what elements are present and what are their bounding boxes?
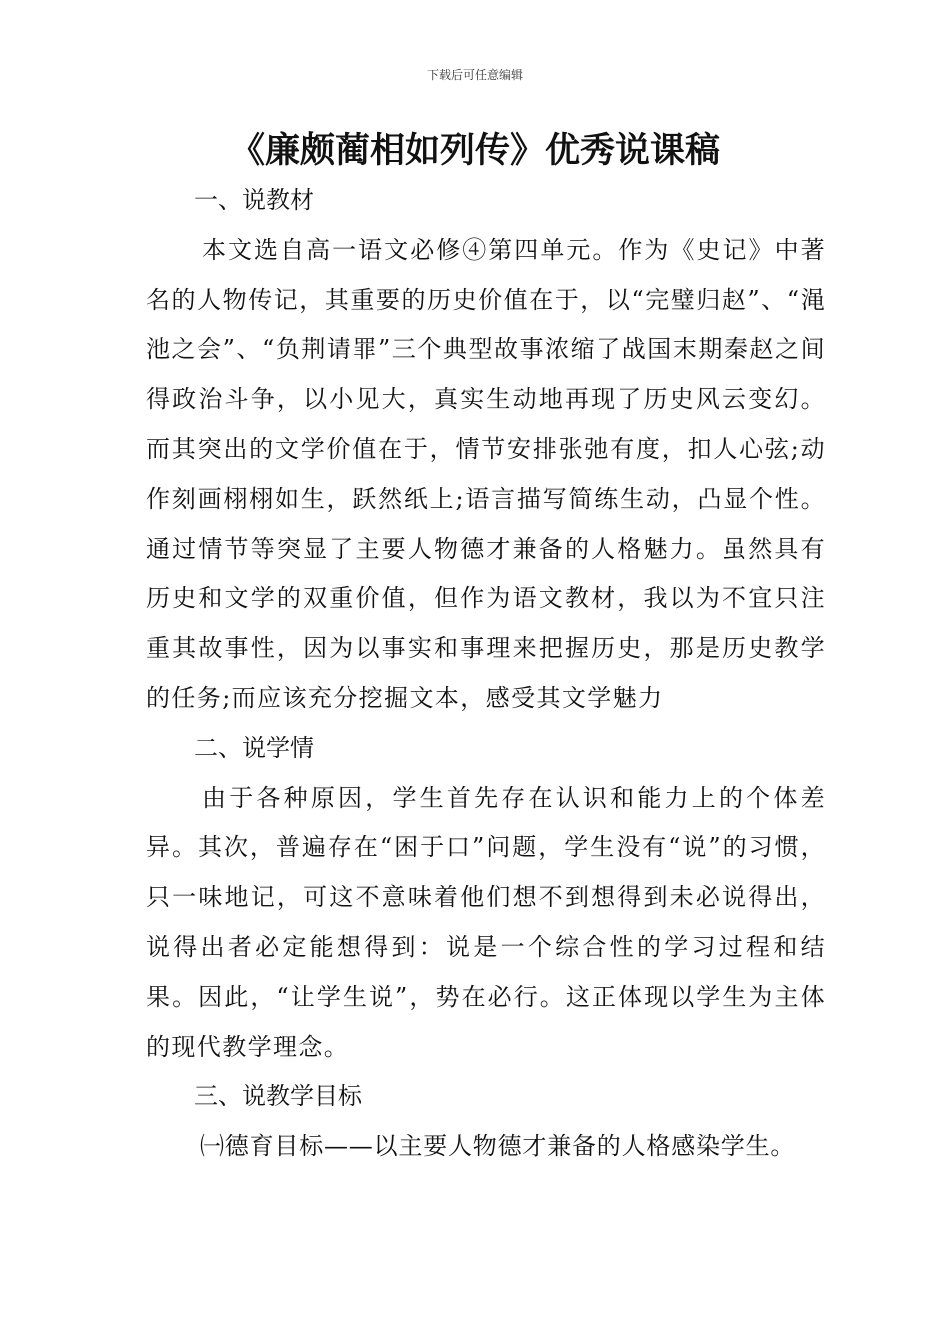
document-body [146,176,826,1172]
section-paragraph-objectives: ㈠德育目标——以主要人物德才兼备的人格感染学生。 [200,1132,796,1161]
section-heading-objectives: 三、说教学目标 [194,1082,362,1111]
section-paragraph-textbook: 本文选自高一语文必修④第四单元。作为《史记》中著名的人物传记，其重要的历史价值在于，以“完璧归赵”、“渑池之会”、“负荆请罪”三个典型故事浓缩了战国末期秦赵之间得政治斗争，以小见大，真实生动地再现了历史风云变幻。而其突出的文学价值在于，情节安排张弛有度，扣人心弦;动作刻画栩栩如生，跃然纸上;语言描写简练生动，凸显个性。通过情节等突显了主要人物德才兼备的人格魅力。虽然具有历史和文学的双重价值，但作为语文教材，我以为不宜只注重其故事性，因为以事实和事理来把握历史，那是历史教学的任务;而应该充分挖掘文本，感受其文学魅力 [146,235,826,712]
section-heading-students: 二、说学情 [194,733,314,762]
document-title: 《廉颇蔺相如列传》优秀说课稿 [229,131,720,171]
header-note: 下载后可任意编辑 [426,68,523,82]
section-paragraph-students: 由于各种原因，学生首先存在认识和能力上的个体差异。其次，普遍存在“困于口”问题，学生没有“说”的习惯，只一味地记，可这不意味着他们想不到想得到未必说得出，说得出者必定能想得到：说是一个综合性的学习过程和结果。因此，“让学生说”，势在必行。这正体现以学生为主体的现代教学理念。 [146,783,826,1061]
section-heading-textbook: 一、说教材 [194,186,314,214]
